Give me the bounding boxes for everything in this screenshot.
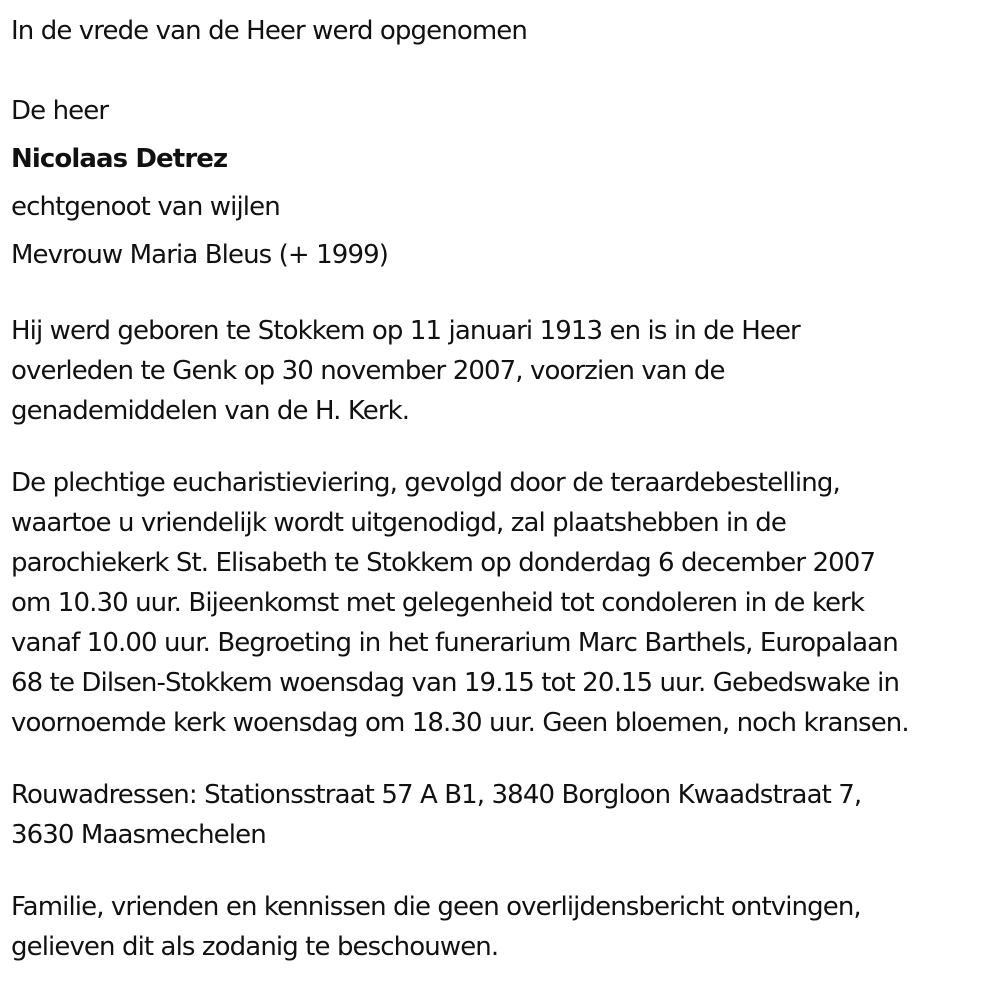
closing-paragraph bbox=[11, 887, 990, 967]
paragraph-line: overleden te Genk op 30 november 2007, voorzien van de bbox=[11, 356, 725, 386]
paragraph-line: om 10.30 uur. Bijeenkomst met gelegenheid tot condoleren in de kerk bbox=[11, 588, 865, 618]
paragraph-line: Rouwadressen: Stationsstraat 57 A B1, 3840 Borgloon Kwaadstraat 7, bbox=[11, 780, 862, 810]
spouse-line: Mevrouw Maria Bleus (+ 1999) bbox=[11, 240, 388, 270]
ceremony-paragraph bbox=[11, 463, 990, 743]
paragraph-line: waartoe u vriendelijk wordt uitgenodigd, zal plaatshebben in de bbox=[11, 508, 786, 538]
paragraph-line: De plechtige eucharistieviering, gevolgd door de teraardebestelling, bbox=[11, 468, 840, 498]
paragraph-line: genademiddelen van de H. Kerk. bbox=[11, 396, 410, 426]
paragraph-line: parochiekerk St. Elisabeth te Stokkem op donderdag 6 december 2007 bbox=[11, 548, 876, 578]
salutation: De heer bbox=[11, 96, 109, 126]
relation-line: echtgenoot van wijlen bbox=[11, 192, 280, 222]
paragraph-line: Familie, vrienden en kennissen die geen overlijdensbericht ontvingen, bbox=[11, 892, 861, 922]
birth-death-paragraph bbox=[11, 311, 990, 431]
paragraph-line: 3630 Maasmechelen bbox=[11, 820, 266, 850]
paragraph-line: gelieven dit als zodanig te beschouwen. bbox=[11, 932, 499, 962]
addresses-paragraph bbox=[11, 775, 990, 855]
deceased-name: Nicolaas Detrez bbox=[11, 144, 228, 174]
paragraph-line: voornoemde kerk woensdag om 18.30 uur. Geen bloemen, noch kransen. bbox=[11, 708, 909, 738]
paragraph-line: vanaf 10.00 uur. Begroeting in het funerarium Marc Barthels, Europalaan bbox=[11, 628, 898, 658]
spacer bbox=[11, 55, 990, 87]
opening-line: In de vrede van de Heer werd opgenomen bbox=[11, 16, 527, 46]
paragraph-line: Hij werd geboren te Stokkem op 11 januari 1913 en is in de Heer bbox=[11, 316, 800, 346]
paragraph-line: 68 te Dilsen-Stokkem woensdag van 19.15 tot 20.15 uur. Gebedswake in bbox=[11, 668, 900, 698]
